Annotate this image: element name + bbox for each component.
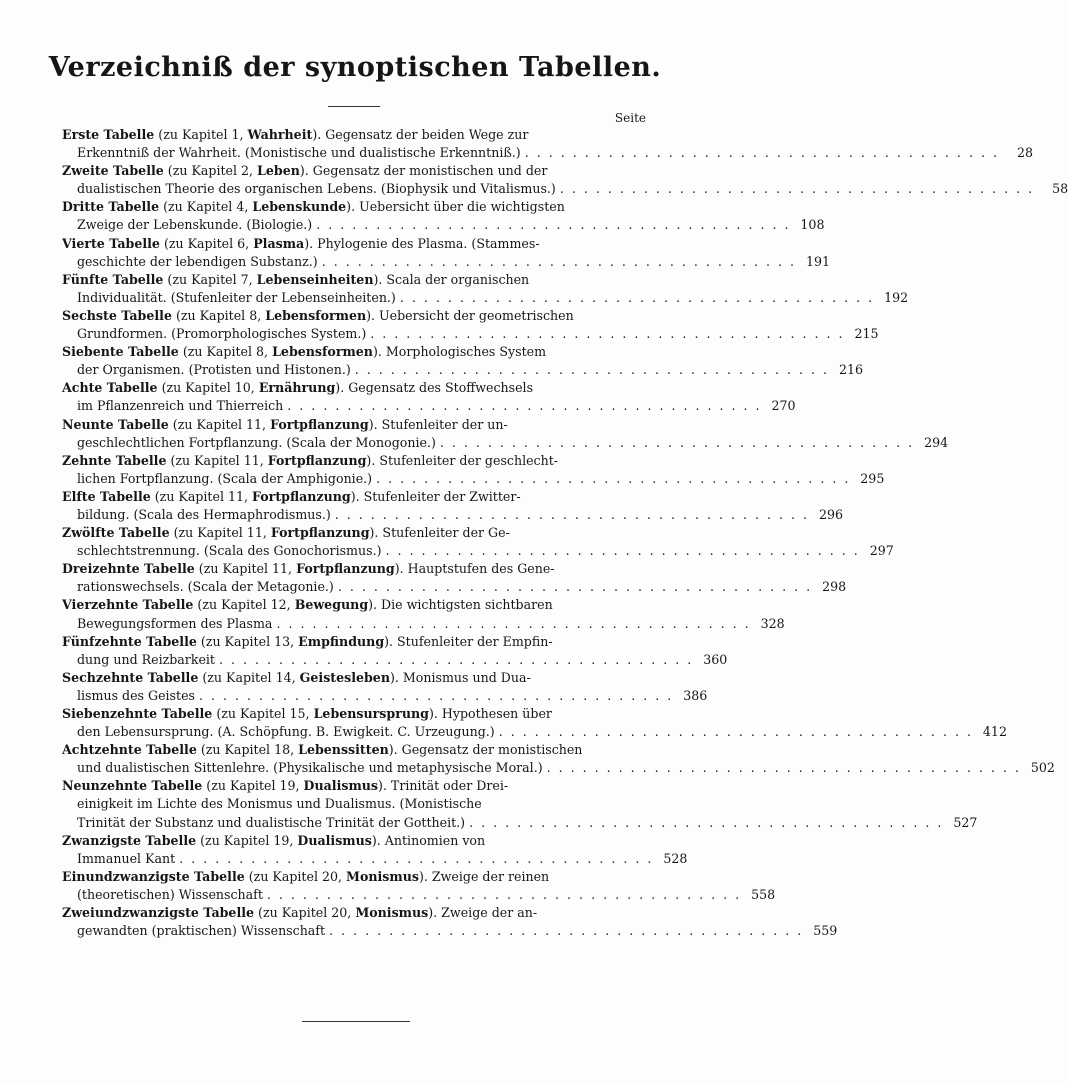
chapter-topic: Lebenskunde [252, 199, 347, 215]
toc-entry [62, 452, 885, 488]
entry-description: im Pflanzenreich und Thierreich [77, 398, 284, 414]
entry-description: der Organismen. (Protisten und Histonen.) [77, 362, 351, 378]
page-number: 298 [822, 579, 847, 595]
table-name: Zwölfte Tabelle [62, 525, 170, 541]
chapter-reference: (zu Kapitel 18, [200, 742, 295, 758]
entry-description: ). Trinität oder Drei- [378, 778, 509, 794]
dot-leader [543, 759, 1021, 777]
dot-leader [351, 361, 829, 379]
chapter-topic: Monismus [355, 905, 429, 921]
table-name: Zweiundzwanzigste Tabelle [62, 905, 255, 921]
toc-entry-line [62, 253, 830, 271]
toc-entry [62, 162, 1068, 198]
chapter-topic: Lebenssitten [298, 742, 389, 758]
page-number: 215 [854, 326, 879, 342]
page-number: 294 [924, 434, 949, 450]
chapter-topic: Geistesleben [299, 669, 390, 685]
dot-leader [175, 850, 653, 868]
toc-entry-line [62, 777, 648, 795]
chapter-topic: Lebensformen [265, 307, 367, 323]
toc-entry [62, 904, 838, 940]
toc-entry-line [62, 633, 648, 651]
table-name: Sechzehnte Tabelle [62, 669, 199, 685]
title-divider [328, 106, 380, 107]
chapter-reference: (zu Kapitel 15, [216, 706, 310, 721]
chapter-reference: (zu Kapitel 6, [163, 235, 250, 251]
dot-leader [215, 651, 693, 669]
dot-leader [556, 180, 1034, 198]
toc-entry-line [62, 542, 894, 560]
entry-description: lichen Fortpflanzung. (Scala der Amphigonie.) [77, 470, 373, 486]
toc-entry [62, 560, 847, 596]
entry-description: ). Gegensatz der monistischen [388, 742, 583, 758]
toc-entry-line [62, 723, 1007, 741]
table-of-contents [62, 126, 1068, 940]
toc-entry [62, 868, 776, 904]
dot-leader [334, 578, 812, 596]
entry-description: ). Stufenleiter der geschlecht- [366, 452, 559, 468]
entry-description: Erkenntniß der Wahrheit. (Monistische und dualistische Erkenntniß.) [77, 145, 521, 161]
toc-entry [62, 343, 863, 379]
page-number: 296 [818, 506, 844, 522]
toc-entry-line [62, 850, 688, 868]
toc-entry [62, 379, 796, 415]
toc-entry-line [62, 814, 978, 832]
chapter-topic: Fortpflanzung [296, 561, 395, 577]
dot-leader [436, 434, 914, 452]
page-number: 108 [800, 217, 825, 233]
toc-entry-line [62, 868, 648, 886]
page-number: 386 [683, 687, 708, 703]
toc-entry-line [62, 488, 648, 506]
entry-description: ). Hypothesen über [428, 706, 552, 721]
toc-entry-line [62, 235, 648, 253]
toc-entry-line [62, 198, 648, 216]
chapter-topic: Lebenseinheiten [256, 271, 374, 287]
entry-description: ). Uebersicht der geometrischen [366, 307, 574, 323]
dot-leader [263, 886, 741, 904]
chapter-topic: Plasma [253, 235, 305, 251]
chapter-reference: (zu Kapitel 19, [200, 832, 294, 848]
chapter-topic: Wahrheit [247, 127, 313, 142]
toc-entry-line [62, 886, 776, 904]
toc-entry-line [62, 361, 863, 379]
entry-description: ). Antinomien von [371, 832, 486, 848]
toc-entry-line [62, 452, 648, 470]
entry-description: ). Stufenleiter der Empfin- [384, 633, 553, 649]
page-number: 527 [953, 814, 978, 830]
entry-description: ). Gegensatz des Stoffwechsels [335, 380, 534, 396]
toc-entry [62, 777, 978, 831]
page-number: 216 [838, 362, 863, 378]
dot-leader [195, 687, 673, 705]
table-name: Dreizehnte Tabelle [62, 561, 195, 577]
toc-entry [62, 596, 785, 632]
table-name: Siebente Tabelle [62, 344, 179, 360]
toc-entry [62, 307, 879, 343]
toc-entry-line [62, 669, 648, 687]
chapter-topic: Fortpflanzung [267, 452, 367, 468]
toc-entry-line [62, 506, 844, 524]
entry-description: geschlechtlichen Fortpflanzung. (Scala der Monogonie.) [77, 434, 436, 450]
toc-entry [62, 488, 844, 524]
chapter-reference: (zu Kapitel 14, [202, 669, 296, 685]
toc-entry [62, 235, 830, 271]
page-number: 28 [1016, 145, 1033, 161]
chapter-topic: Fortpflanzung [252, 488, 351, 504]
toc-entry-line [62, 741, 648, 759]
page-number: 412 [982, 724, 1007, 740]
chapter-reference: (zu Kapitel 20, [248, 868, 343, 884]
toc-entry-line [62, 705, 648, 723]
page-number: 360 [703, 651, 728, 667]
entry-description: rationswechsels. (Scala der Metagonie.) [77, 579, 334, 595]
dot-leader [312, 216, 790, 234]
toc-entry-line [62, 904, 648, 922]
dot-leader [272, 615, 750, 633]
footer-divider [302, 1021, 410, 1022]
toc-entry-line [62, 922, 838, 940]
entry-description: lismus des Geistes [77, 687, 195, 703]
entry-description: ). Zweige der reinen [418, 868, 550, 884]
chapter-reference: (zu Kapitel 13, [200, 633, 295, 649]
entry-description: ). Phylogenie des Plasma. (Stammes- [304, 235, 540, 251]
toc-entry-line [62, 524, 648, 542]
chapter-reference: (zu Kapitel 20, [258, 905, 352, 921]
chapter-topic: Ernährung [258, 380, 336, 396]
dot-leader [495, 723, 973, 741]
page-number: 191 [805, 253, 830, 269]
table-name: Fünfzehnte Tabelle [62, 633, 197, 649]
page-number: 559 [813, 923, 838, 939]
entry-description: ). Monismus und Dua- [389, 669, 531, 685]
toc-entry [62, 416, 949, 452]
page-number: 558 [751, 886, 776, 902]
table-name: Dritte Tabelle [62, 199, 160, 215]
entry-description: geschichte der lebendigen Substanz.) [77, 253, 318, 269]
page-number: 192 [884, 289, 909, 305]
toc-entry-line [62, 596, 648, 614]
toc-entry-line [62, 615, 785, 633]
toc-entry-line [62, 180, 1068, 198]
toc-entry [62, 669, 708, 705]
entry-description: ). Scala der organischen [373, 271, 530, 287]
dot-leader [366, 325, 844, 343]
toc-entry [62, 832, 688, 868]
chapter-reference: (zu Kapitel 4, [163, 199, 249, 215]
toc-entry [62, 741, 1055, 777]
toc-entry-line [62, 325, 879, 343]
toc-entry-line [62, 289, 909, 307]
chapter-reference: (zu Kapitel 11, [198, 561, 293, 577]
toc-entry-line [62, 470, 885, 488]
toc-entry-line [62, 307, 648, 325]
page-number: 295 [860, 470, 885, 486]
toc-entry-line [62, 162, 648, 180]
chapter-topic: Dualismus [303, 778, 379, 794]
entry-description: und dualistischen Sittenlehre. (Physikalische und metaphysische Moral.) [77, 760, 543, 776]
table-name: Sechste Tabelle [62, 307, 172, 323]
chapter-topic: Empfindung [298, 633, 385, 649]
table-name: Vierte Tabelle [62, 235, 160, 251]
entry-description: Zweige der Lebenskunde. (Biologie.) [77, 217, 313, 233]
chapter-reference: (zu Kapitel 11, [170, 452, 264, 468]
page-number: 270 [771, 398, 796, 414]
toc-entry-line [62, 578, 847, 596]
entry-description: ). Uebersicht über die wichtigsten [346, 199, 565, 215]
dot-leader [465, 814, 943, 832]
dot-leader [318, 253, 796, 271]
chapter-reference: (zu Kapitel 12, [197, 597, 291, 613]
toc-entry-line [62, 343, 648, 361]
chapter-topic: Fortpflanzung [270, 416, 369, 432]
chapter-topic: Lebensformen [272, 344, 373, 360]
toc-entry-line [62, 434, 949, 452]
entry-description: gewandten (praktischen) Wissenschaft [77, 923, 326, 939]
table-name: Zwanzigste Tabelle [62, 832, 197, 848]
dot-leader [325, 922, 803, 940]
table-name: Achte Tabelle [62, 380, 158, 396]
chapter-reference: (zu Kapitel 8, [175, 307, 262, 323]
page-number: 502 [1030, 760, 1055, 776]
table-name: Neunzehnte Tabelle [62, 778, 203, 794]
dot-leader [396, 289, 874, 307]
page-number: 58 [1052, 181, 1068, 197]
entry-description: ). Hauptstufen des Gene- [394, 561, 555, 577]
chapter-reference: (zu Kapitel 10, [161, 380, 255, 396]
table-name: Achtzehnte Tabelle [62, 742, 197, 758]
toc-entry-line [62, 832, 648, 850]
page-column-header: Seite [614, 111, 646, 125]
page-number: 328 [760, 615, 785, 631]
toc-entry-line [62, 560, 648, 578]
entry-description: Grundformen. (Promorphologisches System.) [77, 326, 367, 342]
toc-entry-line [62, 759, 1055, 777]
toc-entry-line [62, 216, 825, 234]
chapter-reference: (zu Kapitel 2, [167, 163, 254, 179]
chapter-reference: (zu Kapitel 8, [182, 344, 269, 360]
entry-description: schlechtstrennung. (Scala des Gonochorismus.) [77, 543, 382, 559]
entry-description: einigkeit im Lichte des Monismus und Dualismus. (Monistische [77, 796, 482, 812]
chapter-reference: (zu Kapitel 1, [158, 127, 244, 142]
toc-entry-line [62, 795, 648, 813]
toc-entry [62, 705, 1007, 741]
entry-description: dung und Reizbarkeit [77, 651, 215, 667]
entry-description: Immanuel Kant [77, 850, 176, 866]
toc-entry-line [62, 271, 648, 289]
entry-description: ). Zweige der an- [428, 905, 538, 921]
toc-entry [62, 198, 825, 234]
entry-description: ). Die wichtigsten sichtbaren [368, 597, 553, 613]
table-name: Zehnte Tabelle [62, 452, 167, 468]
entry-description: dualistischen Theorie des organischen Lebens. (Biophysik und Vitalismus.) [77, 181, 556, 197]
toc-entry-line [62, 397, 796, 415]
entry-description: ). Gegensatz der beiden Wege zur [312, 127, 529, 142]
chapter-topic: Dualismus [297, 832, 372, 848]
page-number: 528 [663, 850, 688, 866]
entry-description: (theoretischen) Wissenschaft [77, 886, 263, 902]
toc-entry-line [62, 379, 648, 397]
table-name: Fünfte Tabelle [62, 271, 164, 287]
entry-description: ). Morphologisches System [372, 344, 547, 360]
table-name: Zweite Tabelle [62, 163, 164, 179]
toc-entry [62, 524, 894, 560]
chapter-topic: Monismus [346, 868, 419, 884]
toc-entry [62, 633, 728, 669]
toc-entry-line [62, 651, 728, 669]
entry-description: bildung. (Scala des Hermaphrodismus.) [77, 506, 331, 522]
toc-entry-line [62, 687, 708, 705]
entry-description: ). Stufenleiter der un- [368, 416, 508, 432]
entry-description: ). Gegensatz der monistischen und der [299, 163, 548, 179]
chapter-topic: Lebensursprung [313, 706, 429, 721]
toc-entry-line [62, 144, 1033, 162]
table-name: Neunte Tabelle [62, 416, 169, 432]
chapter-reference: (zu Kapitel 19, [206, 778, 300, 794]
chapter-topic: Bewegung [294, 597, 369, 613]
dot-leader [372, 470, 850, 488]
dot-leader [331, 506, 809, 524]
entry-description: Trinität der Substanz und dualistische Trinität der Gottheit.) [77, 814, 466, 830]
chapter-reference: (zu Kapitel 7, [167, 271, 253, 287]
chapter-topic: Leben [257, 163, 300, 179]
toc-entry-line [62, 126, 648, 144]
chapter-reference: (zu Kapitel 11, [154, 488, 249, 504]
entry-description: den Lebensursprung. (A. Schöpfung. B. Ewigkeit. C. Urzeugung.) [77, 724, 495, 740]
table-name: Siebenzehnte Tabelle [62, 706, 213, 721]
page-title: Verzeichniß der synoptischen Tabellen. [48, 52, 662, 83]
chapter-reference: (zu Kapitel 11, [172, 416, 267, 432]
table-name: Einundzwanzigste Tabelle [62, 868, 245, 884]
table-name: Elfte Tabelle [62, 488, 151, 504]
chapter-topic: Fortpflanzung [270, 525, 370, 541]
table-name: Vierzehnte Tabelle [62, 597, 194, 613]
dot-leader [382, 542, 860, 560]
dot-leader [283, 397, 761, 415]
toc-entry-line [62, 416, 648, 434]
entry-description: Bewegungsformen des Plasma [77, 615, 273, 631]
entry-description: ). Stufenleiter der Ge- [369, 525, 510, 541]
toc-entry [62, 126, 1033, 162]
dot-leader [521, 144, 999, 162]
entry-description: ). Stufenleiter der Zwitter- [350, 488, 521, 504]
table-name: Erste Tabelle [62, 127, 155, 142]
chapter-reference: (zu Kapitel 11, [173, 525, 267, 541]
toc-entry [62, 271, 909, 307]
page-number: 297 [869, 543, 894, 559]
entry-description: Individualität. (Stufenleiter der Lebenseinheiten.) [77, 289, 396, 305]
